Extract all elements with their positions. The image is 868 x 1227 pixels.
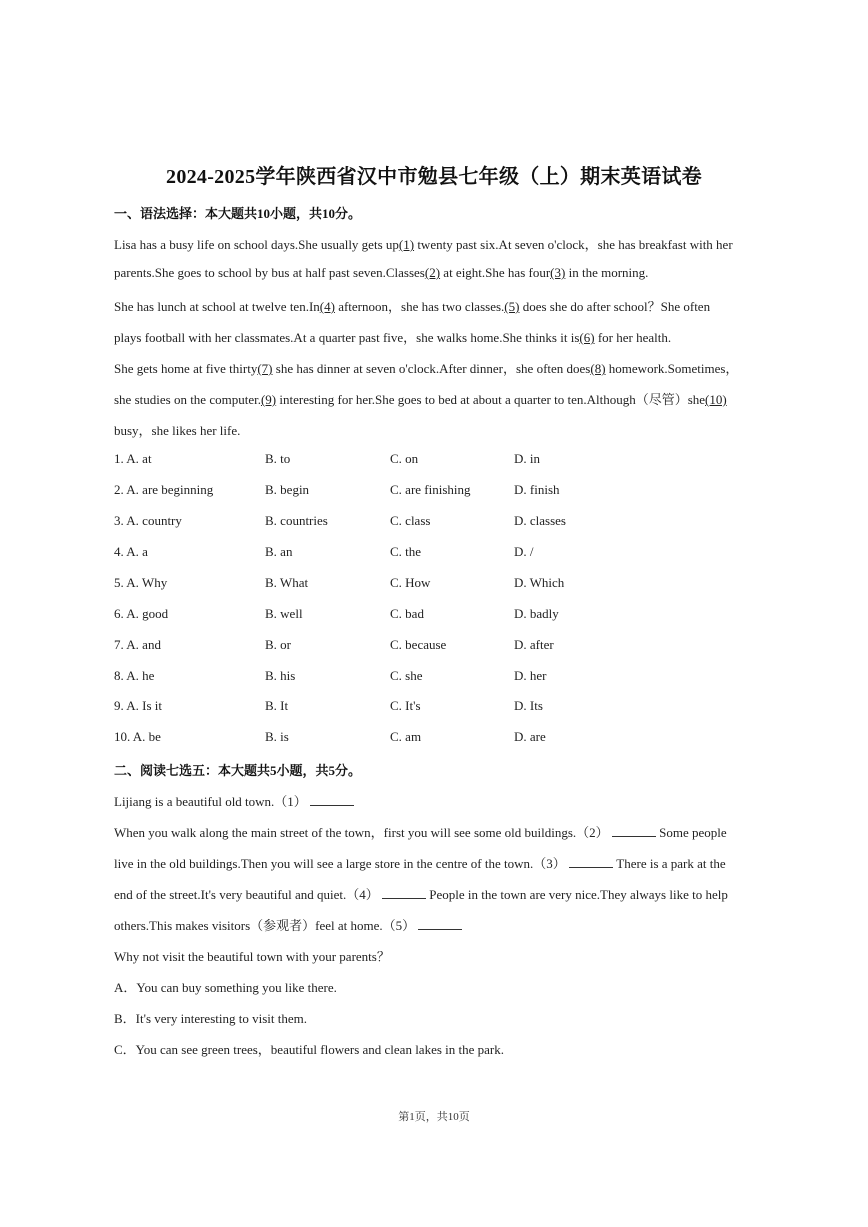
page-footer: 第1页，共10页 xyxy=(398,1111,470,1123)
blank-number: (9) xyxy=(260,392,277,407)
blank-number: (5) xyxy=(504,299,520,314)
option-b: B. It xyxy=(265,698,289,713)
blank-number: (8) xyxy=(590,361,606,376)
option-b: B. What xyxy=(265,575,309,590)
choice-c: C．You can see green trees，beautiful flowers and clean lakes in the park. xyxy=(114,1042,504,1057)
reading-text: When you walk along the main street of the town，first you will see some old buildings.（2） xyxy=(114,825,609,840)
reading-text: others.This makes visitors（参观者）feel at home.（5） xyxy=(114,918,416,933)
choice-b: B．It's very interesting to visit them. xyxy=(114,1011,307,1026)
option-c: C. It's xyxy=(390,698,421,713)
option-d: D. in xyxy=(514,451,540,466)
reading-text: end of the street.It's very beautiful and quiet.（4） xyxy=(114,887,379,902)
blank-number: (6) xyxy=(579,330,595,345)
option-a: 3. A. country xyxy=(114,513,182,528)
answer-blank xyxy=(418,919,462,930)
blank-number: (7) xyxy=(257,361,273,376)
passage-text: at eight.She has four xyxy=(443,265,551,280)
option-b: B. begin xyxy=(265,482,310,497)
choice-a: A．You can buy something you like there. xyxy=(114,980,337,995)
blank-number: (4) xyxy=(319,299,335,314)
option-a: 2. A. are beginning xyxy=(114,482,214,497)
option-c: C. because xyxy=(390,637,447,652)
reading-text: Lijiang is a beautiful old town.（1） xyxy=(114,794,307,809)
option-d: D. badly xyxy=(514,606,559,621)
option-d: D. her xyxy=(514,668,547,683)
option-c: C. class xyxy=(390,513,431,528)
answer-blank xyxy=(569,857,613,868)
option-a: 10. A. be xyxy=(114,729,161,744)
option-b: B. or xyxy=(265,637,291,652)
passage-text: parents.She goes to school by bus at half past seven.Classes xyxy=(114,265,425,280)
option-a: 5. A. Why xyxy=(114,575,168,590)
section-heading-grammar: 一、语法选择：本大题共10小题，共10分。 xyxy=(114,206,362,221)
passage-text: does she do after school？She often xyxy=(522,299,711,314)
passage-line xyxy=(114,265,759,281)
passage-text: afternoon，she has two classes. xyxy=(338,299,505,314)
passage-text: She has lunch at school at twelve ten.In xyxy=(114,299,320,314)
option-d: D. finish xyxy=(514,482,560,497)
option-a: 6. A. good xyxy=(114,606,169,621)
option-d: D. are xyxy=(514,729,546,744)
option-b: B. to xyxy=(265,451,291,466)
option-d: D. classes xyxy=(514,513,566,528)
passage-text: homework.Sometimes， xyxy=(608,361,739,376)
passage-line xyxy=(114,296,759,315)
option-d: D. after xyxy=(514,637,554,652)
passage-text: in the morning. xyxy=(568,265,649,280)
answer-blank xyxy=(612,826,656,837)
reading-line xyxy=(114,884,759,903)
reading-text: There is a park at the xyxy=(616,856,726,871)
passage-line xyxy=(114,358,759,377)
option-b: B. an xyxy=(265,544,293,559)
option-a: 1. A. at xyxy=(114,451,152,466)
blank-number: (1) xyxy=(398,237,415,252)
blank-number: (10) xyxy=(705,392,727,407)
reading-line xyxy=(114,915,759,934)
passage-text: twenty past six.At seven o'clock，she has breakfast with her xyxy=(417,237,733,252)
option-d: D. / xyxy=(514,544,534,559)
option-b: B. is xyxy=(265,729,289,744)
reading-text: live in the old buildings.Then you will see a large store in the centre of the town.（3） xyxy=(114,856,566,871)
option-d: D. Its xyxy=(514,698,543,713)
option-c: C. on xyxy=(390,451,419,466)
passage-text: she studies on the computer. xyxy=(114,392,261,407)
option-c: C. the xyxy=(390,544,422,559)
passage-text: plays football with her classmates.At a quarter past five，she walks home.She thinks it is xyxy=(114,330,580,345)
answer-blank xyxy=(382,888,426,899)
reading-line xyxy=(114,822,759,841)
passage-line xyxy=(114,327,759,346)
page-title: 2024-2025学年陕西省汉中市勉县七年级（上）期末英语试卷 xyxy=(166,166,702,188)
option-a: 8. A. he xyxy=(114,668,155,683)
reading-line xyxy=(114,791,759,810)
reading-text: Some people xyxy=(659,825,727,840)
reading-line xyxy=(114,946,759,965)
reading-line xyxy=(114,853,759,872)
option-b: B. well xyxy=(265,606,303,621)
passage-text: for her health. xyxy=(597,330,672,345)
blank-number: (3) xyxy=(550,265,566,280)
passage-text: busy，she likes her life. xyxy=(114,423,241,438)
reading-text: People in the town are very nice.They always like to help xyxy=(429,887,728,902)
option-c: C. am xyxy=(390,729,422,744)
passage-text: she has dinner at seven o'clock.After dinner，she often does xyxy=(275,361,591,376)
answer-blank xyxy=(310,795,354,806)
option-d: D. Which xyxy=(514,575,565,590)
option-c: C. she xyxy=(390,668,423,683)
reading-text: Why not visit the beautiful town with your parents？ xyxy=(114,949,390,964)
option-c: C. bad xyxy=(390,606,424,621)
option-a: 4. A. a xyxy=(114,544,148,559)
blank-number: (2) xyxy=(424,265,441,280)
passage-text: interesting for her.She goes to bed at about a quarter to ten.Although（尽管）she xyxy=(279,392,706,407)
section-heading-reading: 二、阅读七选五：本大题共5小题，共5分。 xyxy=(114,763,362,778)
passage-text: She gets home at five thirty xyxy=(114,361,258,376)
passage-text: Lisa has a busy life on school days.She usually gets up xyxy=(114,237,399,252)
passage-line xyxy=(114,389,759,408)
passage-line xyxy=(114,420,759,439)
option-a: 7. A. and xyxy=(114,637,161,652)
option-c: C. are finishing xyxy=(390,482,471,497)
option-a: 9. A. Is it xyxy=(114,698,163,713)
passage-line xyxy=(114,234,759,253)
option-c: C. How xyxy=(390,575,431,590)
option-b: B. countries xyxy=(265,513,328,528)
option-b: B. his xyxy=(265,668,296,683)
